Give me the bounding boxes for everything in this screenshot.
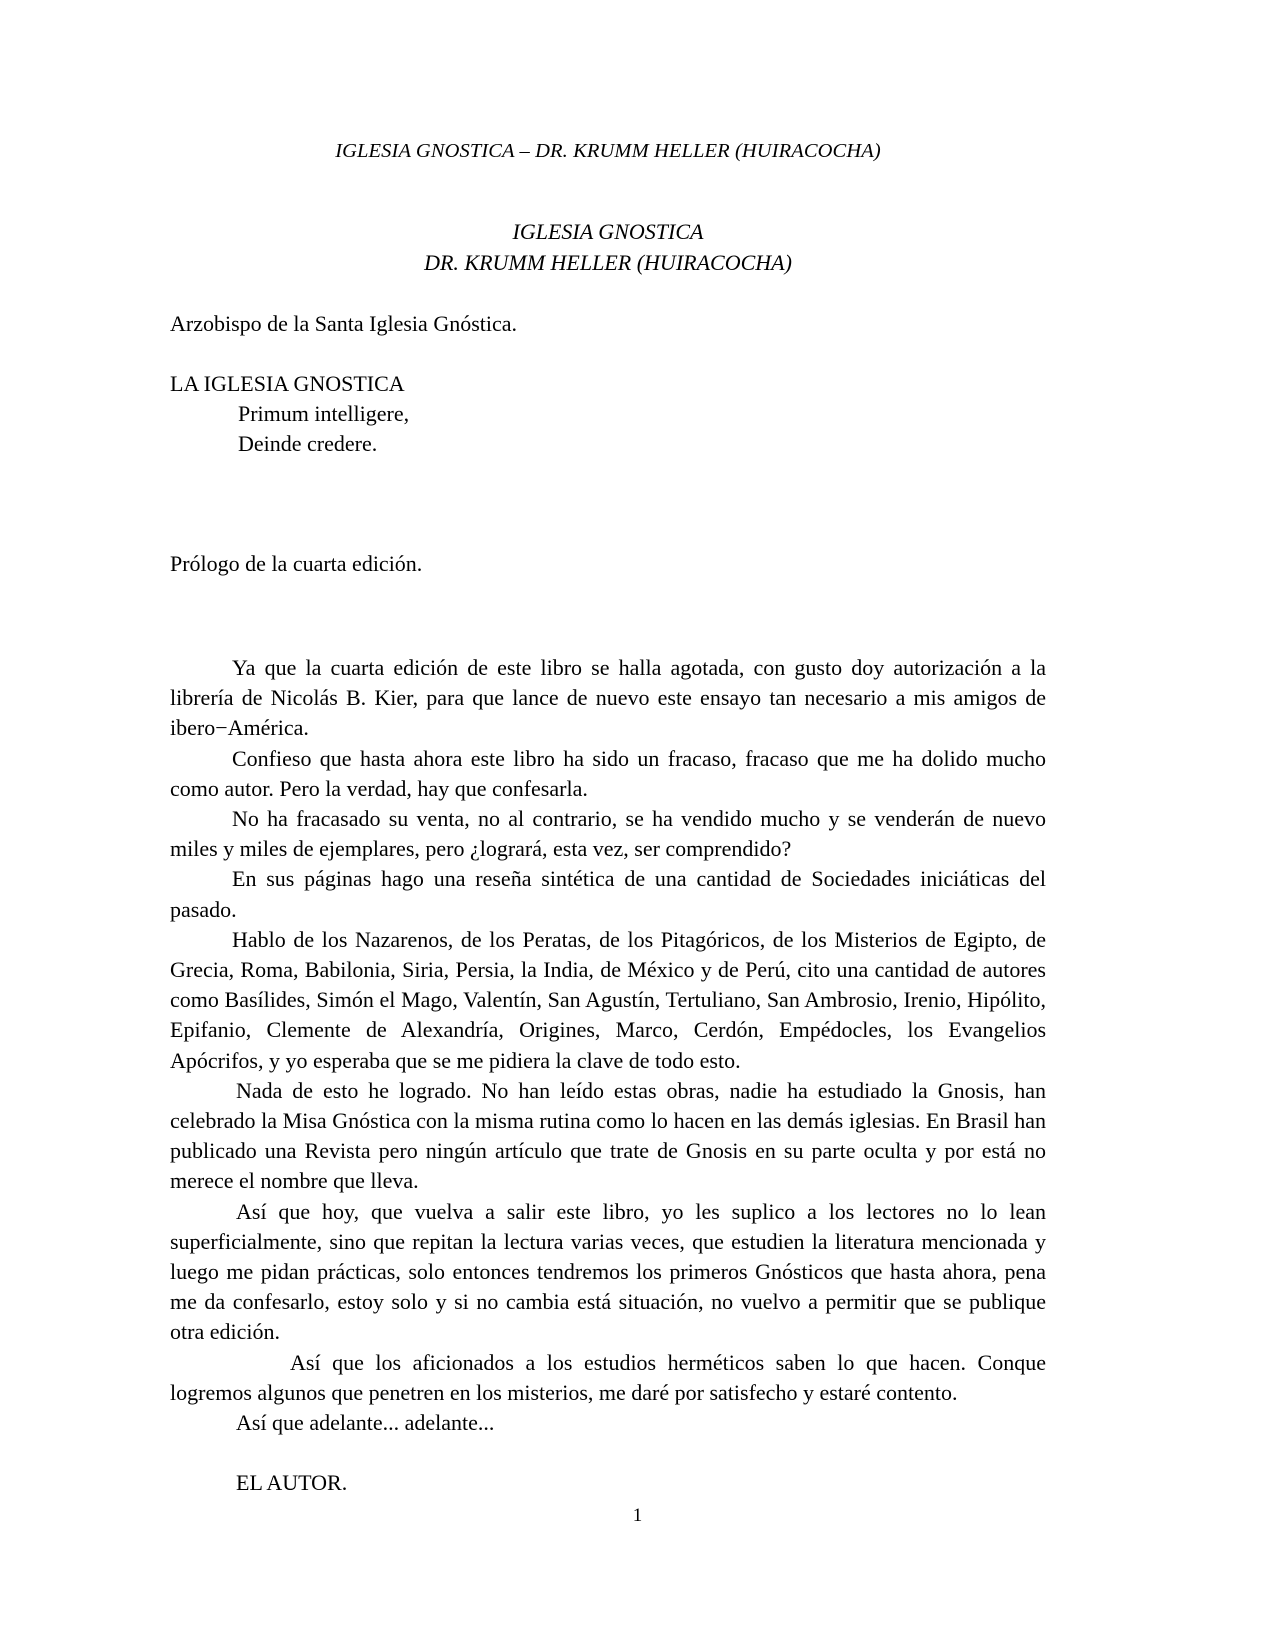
- body-text: [170, 653, 1046, 1438]
- page-content: [170, 0, 1046, 1498]
- paragraph: Ya que la cuarta edición de este libro se halla agotada, con gusto doy autorización a la librería de Nicolás B. Kier, para que lance de nuevo este ensayo tan necesario a mis amigos de ibero−América.: [170, 655, 1046, 741]
- prologue-heading: Prólogo de la cuarta edición.: [170, 551, 423, 576]
- title-line-2: DR. KRUMM HELLER (HUIRACOCHA): [424, 250, 792, 275]
- title-line-1: IGLESIA GNOSTICA: [512, 219, 704, 244]
- epigraph: [170, 399, 1046, 459]
- epigraph-line-2: Deinde credere.: [238, 431, 378, 456]
- page-number: 1: [632, 1505, 643, 1526]
- paragraph: Así que hoy, que vuelva a salir este libro, yo les suplico a los lectores no lo lean superficialmente, sino que repitan la lectura varias veces, que estudien la literatura mencionada y luego me pidan prácticas, solo entonces tendremos los primeros Gnósticos que hasta ahora, pena me da confesarlo, estoy solo y si no cambia está situación, no vuelvo a permitir que se publique otra edición.: [170, 1198, 1046, 1345]
- paragraph: Hablo de los Nazarenos, de los Peratas, de los Pitagóricos, de los Misterios de Egipto, de Grecia, Roma, Babilonia, Siria, Persia, la India, de México y de Perú, cito una cantidad de autores como Basílides, Simón el Mago, Valentín, San Agustín, Tertuliano, San Ambrosio, Irenio, Hipólito, Epifanio, Clemente de Alexandría, Origines, Marco, Cerdón, Empédocles, los Evangelios Apócrifos, y yo esperaba que se me pidiera la clave de todo esto.: [170, 926, 1046, 1073]
- running-header: IGLESIA GNOSTICA – DR. KRUMM HELLER (HUIRACOCHA): [335, 140, 881, 162]
- byline: Arzobispo de la Santa Iglesia Gnóstica.: [170, 311, 518, 336]
- paragraph: En sus páginas hago una reseña sintética de una cantidad de Sociedades iniciáticas del pasado.: [170, 866, 1046, 922]
- title-block: [170, 216, 1046, 278]
- paragraph: Nada de esto he logrado. No han leído estas obras, nadie ha estudiado la Gnosis, han celebrado la Misa Gnóstica con la misma rutina como lo hacen en las demás iglesias. En Brasil han publicado una Revista pero ningún artículo que trate de Gnosis en su parte oculta y por está no merece el nombre que lleva.: [170, 1077, 1046, 1194]
- epigraph-line-1: Primum intelligere,: [238, 401, 410, 426]
- paragraph: Así que los aficionados a los estudios herméticos saben lo que hacen. Conque logremos algunos que penetren en los misterios, me daré por satisfecho y estaré contento.: [170, 1349, 1046, 1405]
- section-heading: LA IGLESIA GNOSTICA: [170, 371, 405, 396]
- paragraph: Confieso que hasta ahora este libro ha sido un fracaso, fracaso que me ha dolido mucho como autor. Pero la verdad, hay que confesarla.: [170, 745, 1046, 801]
- paragraph: Así que adelante... adelante...: [236, 1410, 495, 1436]
- paragraph: No ha fracasado su venta, no al contrario, se ha vendido mucho y se venderán de nuevo miles y miles de ejemplares, pero ¿logrará, esta vez, ser comprendido?: [170, 806, 1046, 862]
- author-signature: EL AUTOR.: [236, 1470, 348, 1496]
